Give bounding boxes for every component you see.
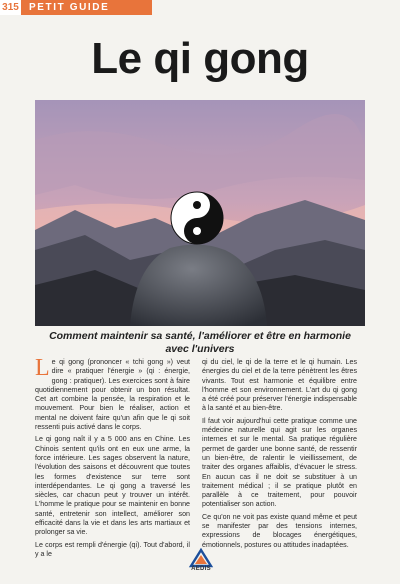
publisher-logo-text: AEDIS bbox=[191, 566, 211, 572]
paragraph: qi du ciel, le qi de la terre et le qi humain. Les énergies du ciel et de la terre pénètrent les êtres vivants. Tout est harmonie et équilibre entre l'homme et son environnement. L'art du qi gong a été créé pour préserver l'énergie indispensable à la santé et au bien-être. bbox=[202, 358, 357, 413]
paragraph: Le corps est rempli d'énergie (qi). Tout d'abord, il y a le bbox=[35, 540, 190, 558]
page-title: Le qi gong bbox=[91, 34, 309, 83]
paragraph: Il faut voir aujourd'hui cette pratique comme une médecine naturelle qui agit sur les organes internes et sur le mental. Sa pratique régulière permet de garder une bonne santé, de ressentir un bien-être, de ralentir le vieillissement, de traiter des organes affaiblis, d'évacuer le stress. En aucun cas il ne doit se substituer à un traitement médical ; il se pratique plutôt en parallèle à ce traitement, pour pouvoir potentialiser son action. bbox=[202, 416, 357, 509]
body-column-right bbox=[202, 358, 357, 553]
drop-cap: L bbox=[35, 355, 50, 381]
series-number: 315 bbox=[0, 0, 22, 15]
paragraph: Le qi gong naît il y a 5 000 ans en Chine. Les Chinois sentent qu'ils ont en eux une arme, la force intérieure. Les sages observent la nature, l'évolution des saisons et découvrent que toutes les formes d'existence sur terre sont interdépendantes. Le qi gong a traversé les siècles, car chacun peut y trouver un intérêt. L'homme le pratique pour se maintenir en bonne santé, entretenir son intellect, améliorer son efficacité dans la vie et dans les arts martiaux et prolonger sa vie. bbox=[35, 435, 190, 537]
series-name: PETIT GUIDE bbox=[29, 2, 110, 13]
body-column-left bbox=[35, 355, 190, 562]
cover-photo bbox=[35, 100, 365, 326]
cover-subtitle: Comment maintenir sa santé, l'améliorer et être en harmonie avec l'univers bbox=[49, 330, 351, 355]
yin-yang-icon bbox=[171, 192, 223, 244]
paragraph: Ce qu'on ne voit pas existe quand même et peut se manifester par des tensions internes, expressions de blocages énergétiques, émotionnels, postures ou attitudes inadaptées. bbox=[202, 512, 357, 549]
paragraph: Le qi gong (prononcer « tchi gong ») veut dire « pratiquer l'énergie » (qi : énergie, gong : pratiquer). Les exercices sont à faire quotidiennement pour obtenir un bon résultat. Cet art combine la pensée, la respiration et le mouvement. Pour bien le réaliser, action et mental ne doivent faire qu'un afin que le qi soit ressenti puis activé dans le corps. bbox=[35, 355, 190, 432]
series-banner bbox=[0, 0, 152, 15]
